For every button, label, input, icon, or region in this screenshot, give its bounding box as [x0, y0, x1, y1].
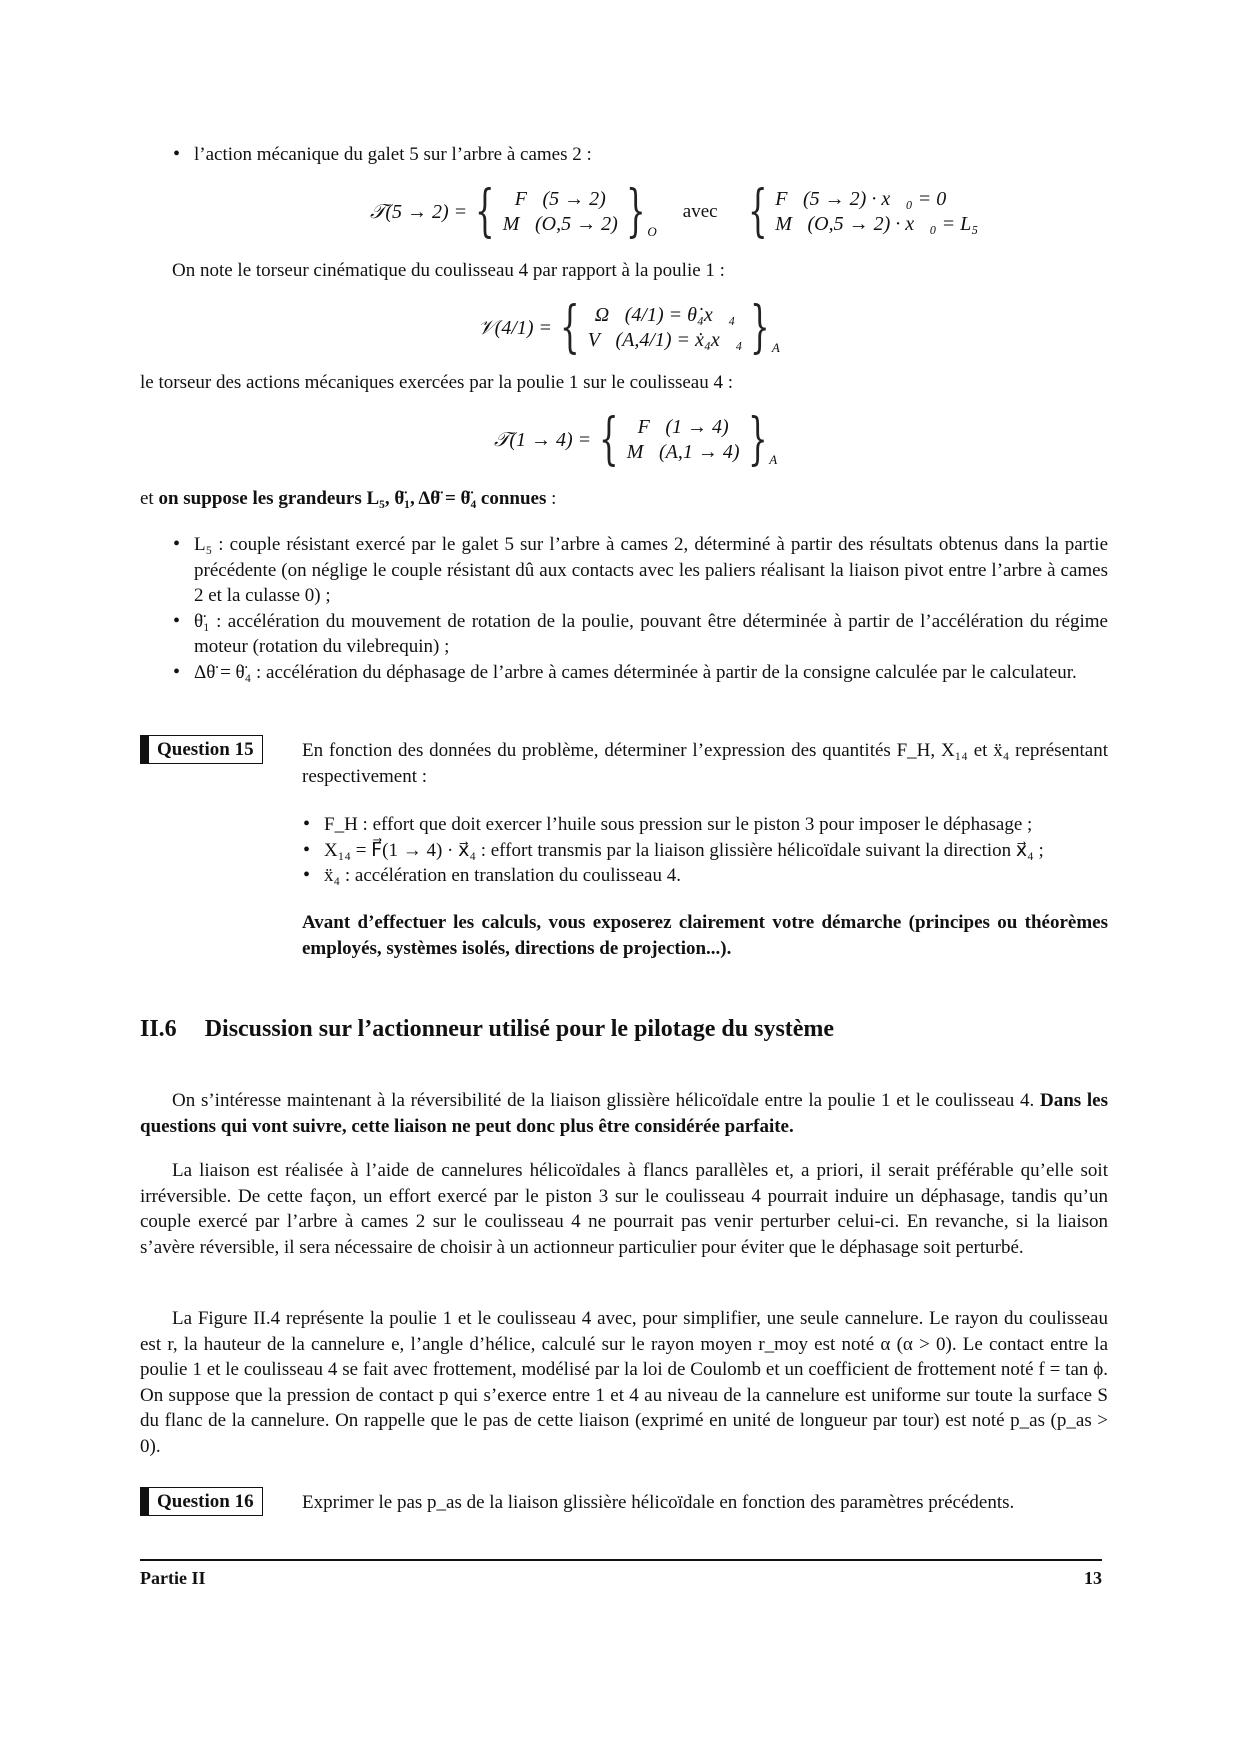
suppose-post: : — [546, 488, 557, 509]
para3-text: La Figure II.4 représente la poulie 1 et le coulisseau 4 avec, pour simplifier, une seule cannelure. Le rayon du coulisseau est r, la hauteur de la cannelure e, l’angle d’hélice, calculé sur le rayon moyen r_moy est noté α (α > 0). Le contact entre la poulie 1 et le coulisseau 4 se fait avec frottement, modélisé par la loi de Coulomb et un coefficient de frottement noté f = tan ϕ. On suppose que la pression de contact p qui s’exerce entre 1 et 4 au niveau de la cannelure est uniforme sur toute la surface S du flanc de la cannelure. On rappelle que le pas de cette liaison (exprimé en unité de longueur par tour) est noté p_as (p_as > 0). — [140, 1308, 1108, 1457]
line-suppose — [140, 486, 556, 512]
paragraph-reversibilite — [140, 1088, 1108, 1139]
bullet-list-hypotheses — [170, 532, 1108, 685]
bullet-list-top — [170, 142, 1110, 168]
question-15-note: Avant d’effectuer les calculs, vous exposerez clairement votre démarche (principes ou théorèmes employés, systèmes isolés, directions de projection...). — [302, 912, 1108, 959]
paragraph-liaison — [140, 1158, 1108, 1260]
eq2-lhs: 𝒱(4/1) = — [478, 316, 553, 339]
para1-text: On s’intéresse maintenant à la réversibilité de la liaison glissière hélicoïdale entre la poulie 1 et le coulisseau 4. — [172, 1090, 1035, 1111]
eq2-matrix — [588, 303, 743, 353]
footer-part: Partie II — [140, 1568, 206, 1588]
section-heading — [140, 1016, 834, 1043]
q15-item-fh: • F_H : effort que doit exercer l’huile sous pression sur le piston 3 pour imposer le déphasage ; — [300, 812, 1110, 838]
eq3-top: F⃗(1 → 4) — [637, 416, 729, 438]
eq2-top: Ω⃗(4/1) = θ̇₄x⃗₄ — [594, 304, 736, 326]
equation-torseur-5-2 — [370, 179, 979, 244]
para1-bold: Dans les questions qui vont suivre, cette liaison ne peut donc plus être considérée parfaite. — [140, 1090, 1108, 1137]
brace-left: { — [599, 407, 619, 472]
line-cinematique: On note le torseur cinématique du coulisseau 4 par rapport à la poulie 1 : — [172, 260, 725, 281]
paragraph-figure — [140, 1306, 1108, 1459]
bullet-delta-theta: • Δθ̈ = θ̈₄ : accélération du déphasage de l’arbre à cames déterminée à partir de la consigne calculée par le calculateur. — [170, 660, 1108, 686]
section-title: Discussion sur l’actionneur utilisé pour le pilotage du système — [204, 1016, 835, 1042]
q15-item-x14: • X₁₄ = F⃗(1 → 4) · x⃗₄ : effort transmis par la liaison glissière hélicoïdale suivant la direction x⃗₄ ; — [300, 838, 1110, 864]
question-16-label: Question 16 — [140, 1487, 263, 1516]
line-torseur-actions: le torseur des actions mécaniques exercées par la poulie 1 sur le coulisseau 4 : — [140, 372, 734, 393]
eq1-conditions — [775, 187, 978, 237]
eq1-cond1: F⃗(5 → 2) · x⃗₀ = 0 — [775, 188, 947, 210]
question-15-label: Question 15 — [140, 735, 263, 764]
bullet-action-galet: • l’action mécanique du galet 5 sur l’arbre à cames 2 : — [170, 142, 1110, 168]
footer-rule — [140, 1559, 1102, 1561]
brace-right: } — [747, 407, 768, 472]
eq1-cond2: M⃗(O,5 → 2) · x⃗₀ = L₅ — [775, 213, 979, 235]
eq2-bottom: V⃗(A,4/1) = ẋ₄x⃗₄ — [587, 329, 743, 351]
brace-right: } — [625, 179, 646, 244]
question-15-intro: En fonction des données du problème, déterminer l’expression des quantités F_H, X₁₄ et ẍ₄ représentant respectivement : — [302, 740, 1108, 787]
eq3-lhs: 𝒯(1 → 4) = — [494, 428, 592, 451]
eq1-top: F⃗(5 → 2) — [514, 188, 606, 210]
brace-right: } — [750, 295, 770, 360]
question-15-items — [300, 812, 1110, 889]
brace-left-cond: { — [747, 179, 768, 244]
eq1-lhs: 𝒯(5 → 2) = — [370, 200, 468, 223]
section-number: II.6 — [140, 1016, 177, 1042]
bullet-theta1: • θ̈₁ : accélération du mouvement de rotation de la poulie, pouvant être déterminée à partir de l’accélération du régime moteur (rotation du vilebrequin) ; — [170, 609, 1108, 660]
bullet-L5: • L₅ : couple résistant exercé par le galet 5 sur l’arbre à cames 2, déterminé à partir des résultats obtenus dans la partie précédente (on néglige le couple résistant dû aux contacts avec les paliers réalisant la liaison pivot entre l’arbre à cames 2 et la culasse 0) ; — [170, 532, 1108, 609]
eq1-point: O — [647, 224, 657, 239]
equation-torseur-1-4 — [494, 407, 778, 472]
eq1-matrix — [503, 187, 618, 237]
eq1-avec: avec — [682, 201, 718, 222]
equation-torseur-cinematique — [478, 295, 780, 360]
eq3-point: A — [769, 452, 778, 467]
para2-text: La liaison est réalisée à l’aide de cannelures hélicoïdales à flancs parallèles et, a priori, il serait préférable qu’elle soit irréversible. De cette façon, un effort exercé par le piston 3 sur le coulisseau 4 pourrait induire un déphasage, tandis qu’un couple exercé par l’arbre à cames 2 sur le coulisseau 4 ne pourrait pas venir perturber celui-ci. En revanche, si la liaison s’avère réversible, il sera nécessaire de choisir à un actionneur particulier pour éviter que le déphasage soit perturbé. — [140, 1160, 1108, 1258]
suppose-bold: on suppose les grandeurs L₅, θ̈₁, Δθ̈ = θ̈₄ connues — [158, 488, 547, 509]
q15-item-x4: • ẍ₄ : accélération en translation du coulisseau 4. — [300, 863, 1110, 889]
eq3-bottom: M⃗(A,1 → 4) — [626, 441, 740, 463]
suppose-pre: et — [140, 488, 159, 509]
eq1-bottom: M⃗(O,5 → 2) — [502, 213, 618, 235]
eq2-point: A — [771, 340, 780, 355]
eq3-matrix — [627, 415, 740, 465]
brace-left: { — [475, 179, 495, 244]
footer-page-number: 13 — [1084, 1568, 1102, 1588]
question-16-text: Exprimer le pas p_as de la liaison glissière hélicoïdale en fonction des paramètres précédents. — [302, 1492, 1015, 1513]
brace-left: { — [560, 295, 580, 360]
